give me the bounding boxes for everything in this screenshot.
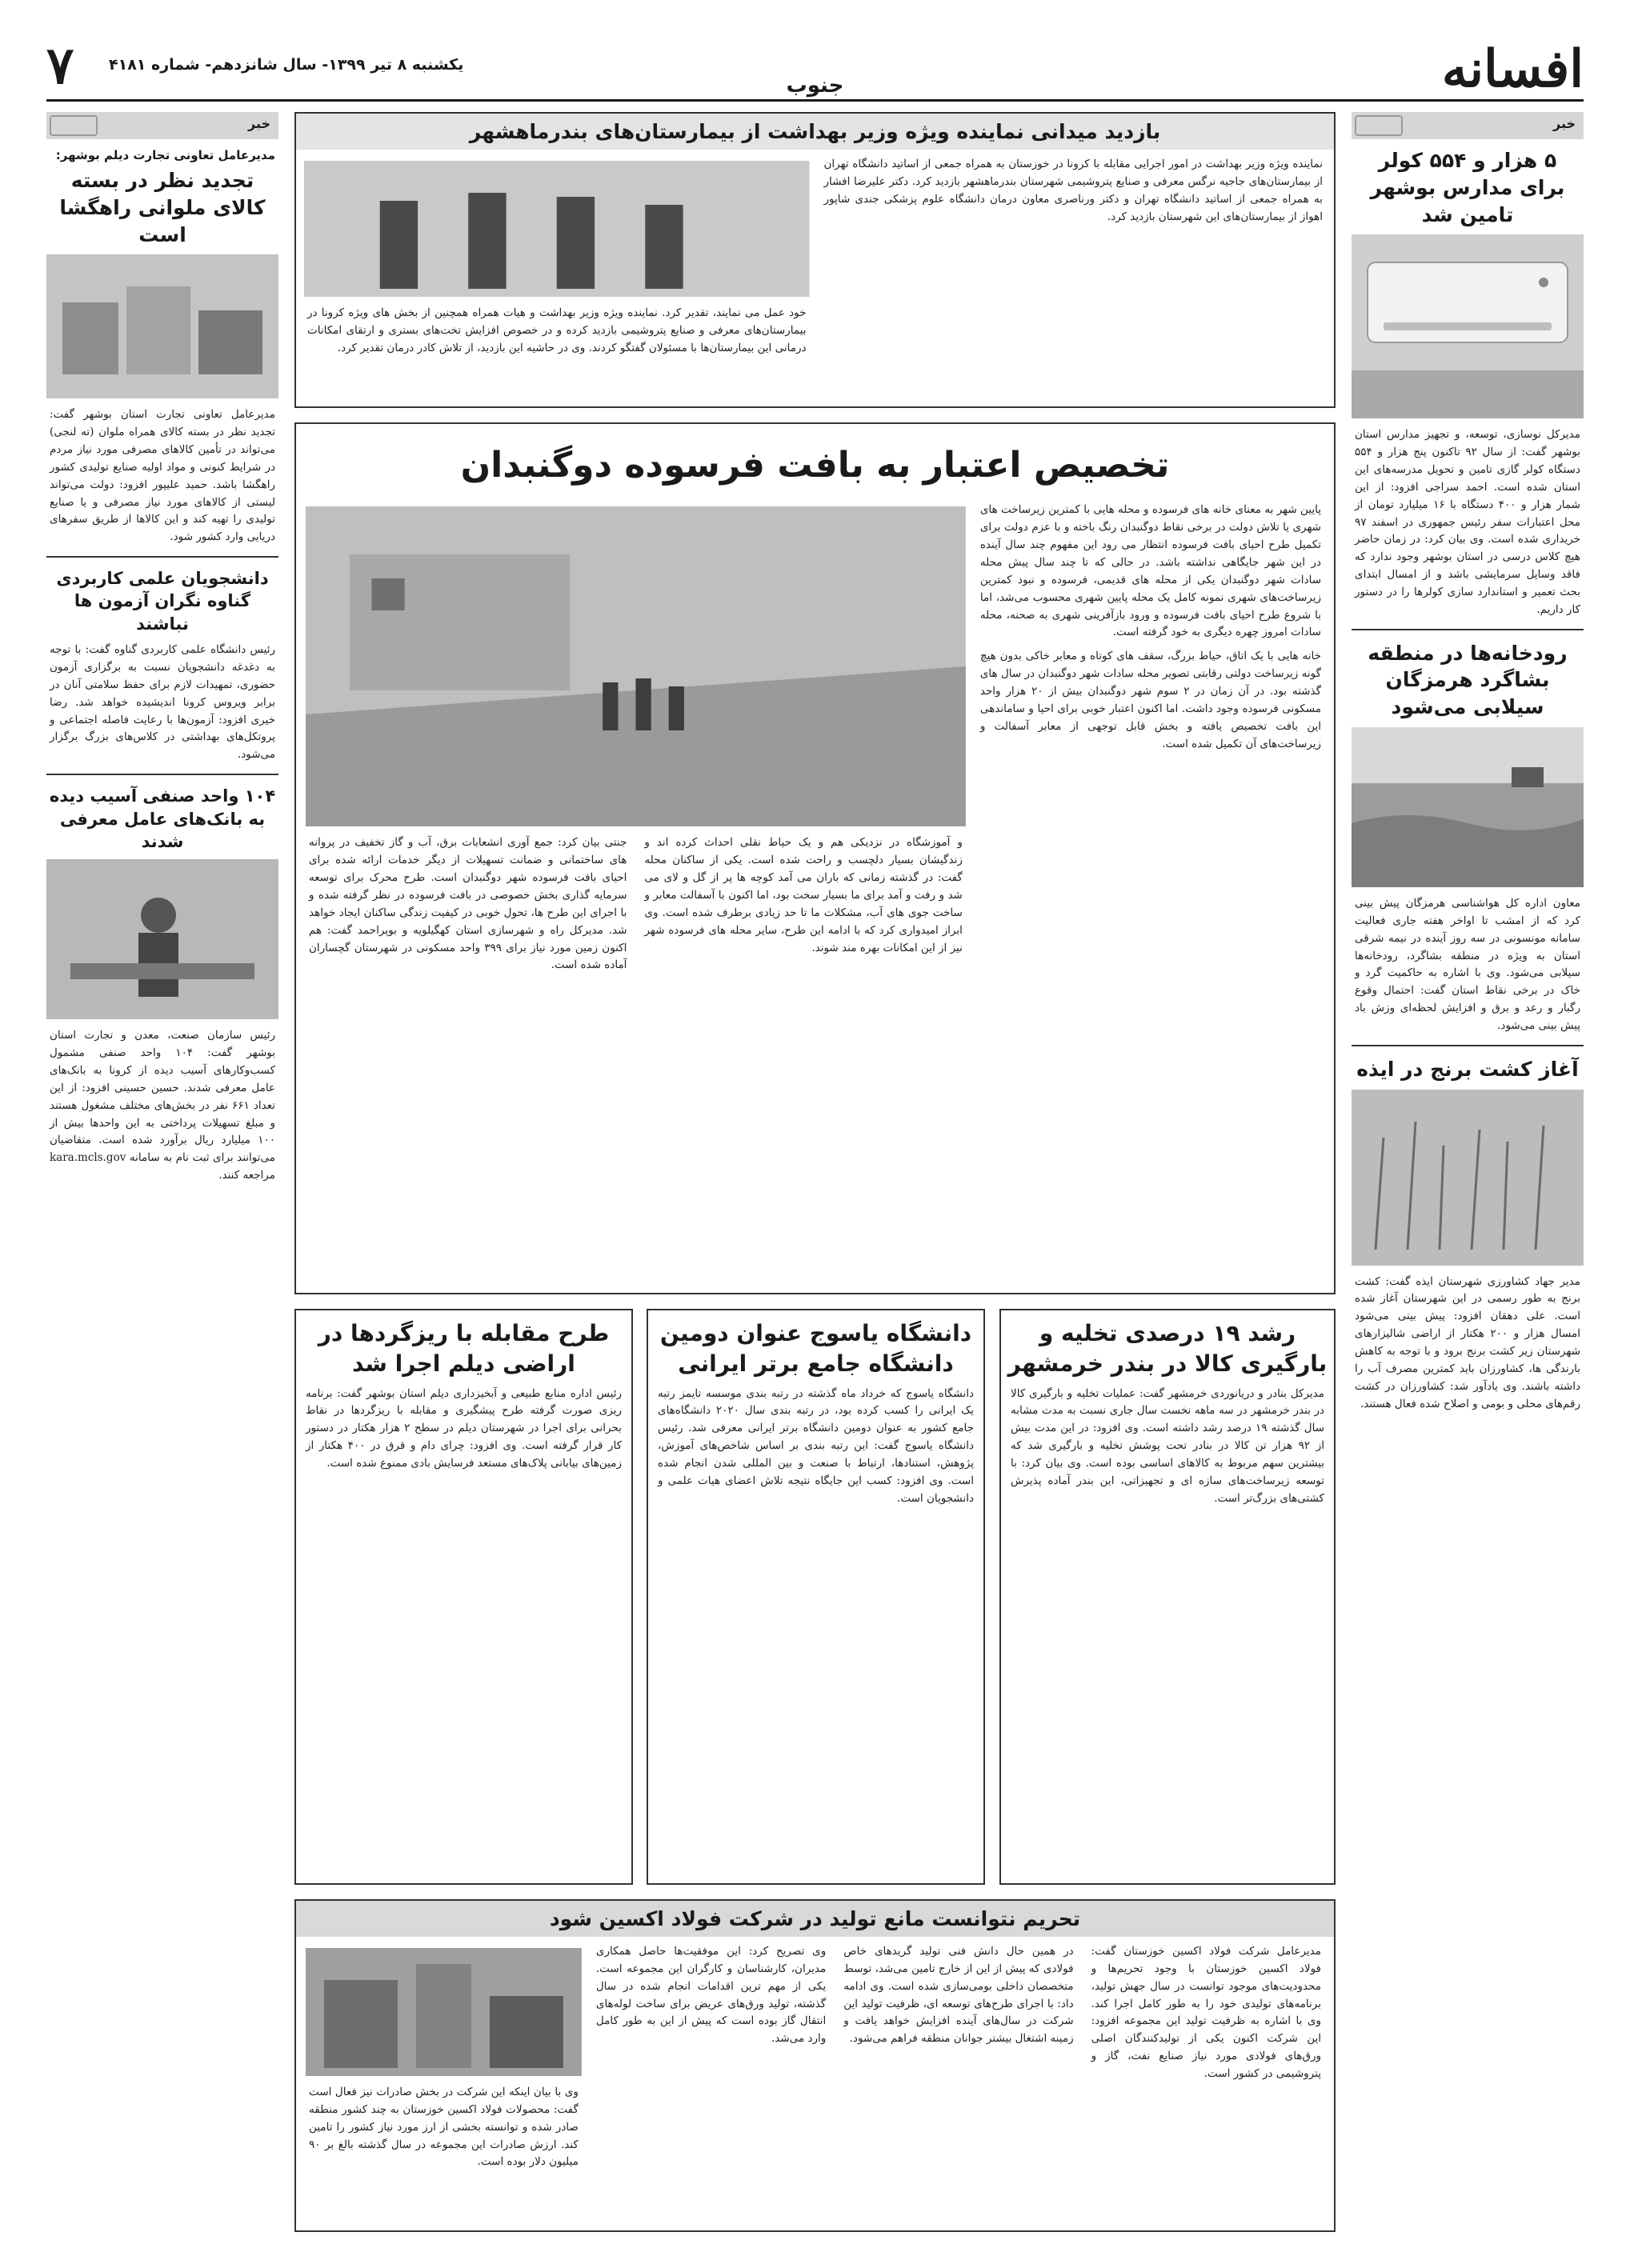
article-body: وی تصریح کرد: این موفقیت‌ها حاصل همکاری مدیران، کارشناسان و کارگران این مجموعه است. یکی از مهم ترین اقدامات انجام شده در سال گذشته، تولید ورق‌های عریض برای ساخت لوله‌های انتقال گاز بوده است که پیش از این به طور کامل وارد می‌شد.	[595, 1945, 827, 2046]
article-title: رشد ۱۹ درصدی تخلیه و بارگیری کالا در بندر خرمشهر	[1007, 1320, 1328, 1377]
article-title: تحریم نتوانست مانع تولید در شرکت فولاد اکسین شود	[296, 1901, 1334, 1937]
article-title: طرح مقابله با ریزگردها در اراضی دیلم اجرا شد	[318, 1320, 610, 1377]
ornament-icon	[50, 115, 98, 136]
article-kicker: مدیرعامل تعاونی تجارت دیلم بوشهر:	[55, 148, 275, 162]
hospital-visit-photo	[304, 161, 810, 297]
rice-field-photo	[1352, 1090, 1584, 1266]
page-number: ۷	[46, 36, 74, 96]
main-article	[294, 422, 1336, 1294]
article-title: بازدید میدانی نماینده ویژه وزیر بهداشت از بیمارستان‌های بندرماهشهر	[296, 114, 1334, 150]
workshop-photo	[46, 859, 278, 1019]
bottom-article-content	[296, 1937, 1334, 2184]
news-label-bar	[46, 112, 278, 139]
article-title: ۵ هزار و ۵۵۴ کولر برای مدارس بوشهر تامین شد	[1370, 149, 1565, 226]
article-body: در همین حال دانش فنی تولید گریدهای خاص فولادی که پیش از این از خارج تامین می‌شد، توسط متخصصان داخلی بومی‌سازی شده است. وی ادامه داد: با اجرای طرح‌های توسعه ای، ظرفیت تولید این شرکت در سال‌های آینده افزایش خواهد یافت و زمینه اشتغال بیشتر جوانان منطقه فراهم می‌شود.	[843, 1945, 1074, 2046]
article-body: دانشگاه یاسوج که خرداد ماه گذشته در رتبه بندی موسسه تایمز رتبه یک ایرانی را کسب کرده بود، در رتبه بندی سال ۲۰۲۰ دانشگاه‌های جامع کشور به عنوان دومین دانشگاه برتر ایرانی معرفی شد. رئیس دانشگاه یاسوج گفت: این رتبه بندی بر اساس شاخص‌های آموزش، پژوهش، استنادها، ارتباط با صنعت و بین المللی شدن انجام شده است. وی افزود: کسب این جایگاه نتیجه تلاش اعضای هیات علمی و دانشجویان است.	[658, 1386, 974, 1505]
divider	[1352, 1045, 1584, 1046]
divider	[1352, 629, 1584, 630]
right-column	[1352, 112, 1584, 2232]
section-name: جنوب	[786, 74, 844, 98]
newspaper-logo: افسانه	[1441, 39, 1584, 99]
article-title: ۱۰۴ واحد صنفی آسیب دیده به بانک‌های عامل معرفی شدند	[49, 786, 276, 851]
masthead	[46, 36, 1584, 99]
bottom-article	[294, 1899, 1336, 2232]
main-headline: تخصیص اعتبار به بافت فرسوده دوگنبدان	[460, 445, 1170, 486]
article-body: مدیرکل نوسازی، توسعه، و تجهیز مدارس استان بوشهر گفت: از سال ۹۲ تاکنون پنج هزار و ۵۵۴ دستگاه کولر گازی تامین و تحویل مدرسه‌های این استان شده است. احمد سراجی افزود: از این شمار هزار و ۴۰۰ دستگاه با ۱۶ میلیارد تومان از محل اعتبارات سفر رئیس جمهوری در اسفند ۹۷ خریداری شده است. وی بیان کرد: در زمان حاضر هیچ کلاس درسی در استان بوشهر وجود ندارد که فاقد وسایل سرمایشی باشد و از امسال ابتدای بحث تعمیر و استاندارد سازی کولرها را در دستور کار داریم.	[1355, 428, 1580, 616]
ornament-icon	[1355, 115, 1403, 136]
article-body: مدیر جهاد کشاورزی شهرستان ایذه گفت: کشت برنج به طور رسمی در این شهرستان آغاز شده است. علی دهقان افزود: پیش بینی می‌شود امسال هزار و ۲۰۰ هکتار از اراضی شالیزارهای شهرستان زیر کشت برنج برود و با توجه به کاهش بارندگی ها، کشاورزان باید کمترین مصرف آب را داشته باشند. وی یادآور شد: کشاورزان در کشت رقم‌های محلی و بومی و اصلاح شده فعال هستند.	[1355, 1274, 1580, 1410]
article-body: خود عمل می نمایند، تقدیر کرد. نماینده ویژه وزیر بهداشت و هیات همراه همچنین از بخش های ویژه کرونا در بیمارستان‌های معرفی و صنایع پتروشیمی بازدید کرده و در خصوص افزایش تخت‌های بستری و ارتقای امکانات درمانی این بیمارستان‌ها با مسئولان گفتگو کردند. وی در حاشیه این بازدید، از تلاش کادر درمان تقدیر کرد.	[307, 306, 807, 354]
air-conditioner-photo	[1352, 234, 1584, 418]
article-title: دانشجویان علمی کاربردی گناوه نگران آزمون ها نباشند	[56, 569, 269, 634]
article-body: رئیس اداره منابع طبیعی و آبخیزداری دیلم استان بوشهر گفت: برنامه ریزی صورت گرفته طرح پیشگیری و مقابله با ریزگردها در نقاط بحرانی برای اجرا در شهرستان دیلم در سطح ۲ هزار هکتار در دستور کار قرار گرفته است. وی افزود: چرای دام و قرق در ۴۰۰ هکتار از زمین‌های بیابانی پلاک‌های مستعد فرسایش بادی ممنوع شده است.	[306, 1386, 622, 1470]
article-yasuj-university	[647, 1309, 985, 1885]
news-label-bar	[1352, 112, 1584, 139]
article-body: معاون اداره کل هواشناسی هرمزگان پیش بینی کرد که از امشب تا اواخر هفته جاری فعالیت سامانه مونسونی در سه روز آینده در نیمه شرقی استان به ویژه در منطقه بشاگرد، رودخانه‌ها سیلابی می‌شود. وی با اشاره به حاکمیت گرد و خاک در برخی نقاط استان گفت: احتمال وقوع رگبار و رعد و برق و افزایش لحظه‌ای وزش باد پیش بینی می‌شود.	[1355, 896, 1580, 1032]
article-body: وی با بیان اینکه این شرکت در بخش صادرات نیز فعال است گفت: محصولات فولاد اکسین خوزستان به چند کشور منطقه صادر شده و توانسته بخشی از ارز مورد نیاز کشور را تامین کند. ارزش صادرات این مجموعه در سال گذشته بالغ بر ۹۰ میلیون دلار بوده است.	[309, 2086, 579, 2169]
article-body: خانه هایی با یک اتاق، حیاط بزرگ، سقف های کوتاه و معابر خاکی بدون هیچ گونه زیرساخت دولتی رقابتی تصویر محله سادات شهر دوگنبدان در سال های گذشته بود. در آن زمان در ۲ سوم شهر دوگنبدان بیش از ۲۰ هزار واحد مسکونی فرسوده وجود داشت. اما اکنون اعتبار خوبی برای احیا و ساماندهی این بافت تخصیص یافته و بخش قابل توجهی از معابر آسفالت و زیرساخت‌های آن تکمیل شده است.	[979, 650, 1321, 750]
article-university-ganaveh	[46, 567, 278, 764]
article-body: جنتی بیان کرد: جمع آوری انشعابات برق، آب و گاز تخفیف در پروانه های ساختمانی و ضمانت تسهیلات از دیگر خدمات ارائه شده برای احیای بافت فرسوده شهر دوگنبدان است. طرح محرک برای توسعه سرمایه گذاری بخش خصوصی در بافت فرسوده در نظر گرفته شده و با اجرای این طرح ها، تحول خوبی در کیفیت زندگی ساکنان ایجاد خواهد شد. مدیرکل راه و شهرسازی استان کهگیلویه و بویراحمد گفت: هم اکنون زمین مورد نیاز برای ۳۹۹ واحد مسکونی در شهرستان گچساران آماده شده است.	[308, 836, 627, 972]
news-label: خبر	[1552, 116, 1576, 131]
steel-factory-photo	[306, 1948, 582, 2076]
divider	[46, 774, 278, 775]
warehouse-photo	[46, 254, 278, 398]
article-rice	[1352, 1056, 1584, 1414]
article-body: پایین شهر به معنای خانه های فرسوده و محله هایی با کمترین زیرساخت های شهری یا تلاش دولت در برخی نقاط دوگنبدان رنگ باخته و با عزم دولت برای تکمیل طرح احیای بافت فرسوده انتظار می رود این مفهوم چند سال آینده در این شهر جایگاهی نداشته باشد. در حالی که تا چند سال پیش محله سادات شهر دوگنبدان یکی از محله های قدیمی، فرسوده و نبود کمترین زیرساخت‌های شهری نمونه کامل یک محله پایین شهری محسوب می‌شد، اما با شروع طرح احیای بافت فرسوده و ورود بازآفرینی شهری به صحنه، محله سادات امروز چهره دیگری به خود گرفته است.	[979, 503, 1321, 639]
article-body: مدیرکل بنادر و دریانوردی خرمشهر گفت: عملیات تخلیه و بارگیری کالا در بندر خرمشهر در سه ماهه نخست سال جاری نسبت به مدت مشابه سال گذشته ۱۹ درصد رشد داشته است. وی افزود: در این مدت بیش از ۹۲ هزار تن کالا در بنادر تحت پوشش تخلیه و بارگیری شد که بیشترین سهم مربوط به کالاهای اساسی بوده است. وی بیان کرد: با توسعه زیرساخت‌های سازه ای و تجهیزاتی، این بندر آماده پذیرش کشتی‌های بزرگ‌تر است.	[1011, 1386, 1325, 1505]
article-coolers	[1352, 147, 1584, 619]
article-body: نماینده ویژه وزیر بهداشت در امور اجرایی مقابله با کرونا در خوزستان به همراه جمعی از اساتید دانشگاه تهران از بیمارستان‌های جاجیه نرگس معرفی و صنایع پتروشیمی شهرستان بندرماهشهر بازدید کرد. دکتر علیرضا افشار به همراه جمعی از اساتید دانشگاه تهران و دکتر ورناصری معاون درمان دانشگاه علوم پزشکی جندی شاپور اهواز از بیمارستان‌های این شهرستان بازدید کرد.	[823, 158, 1323, 223]
article-body: مدیرعامل شرکت فولاد اکسین خوزستان گفت: فولاد اکسین خوزستان با وجود تحریم‌ها و محدودیت‌های موجود توانست در سال جهش تولید، برنامه‌های تولیدی خود را به طور کامل اجرا کند. وی با اشاره به ظرفیت تولید این مجموعه افزود: این شرکت اکنون یکی از تولیدکنندگان اصلی ورق‌های فولادی مورد نیاز صنایع نفت، گاز و پتروشیمی در کشور است.	[1091, 1945, 1321, 2081]
flood-photo	[1352, 727, 1584, 887]
article-sailor-goods	[46, 147, 278, 546]
article-body: مدیرعامل تعاونی تجارت استان بوشهر گفت: تجدید نظر در بسته کالای همراه ملوان (ته لنجی) می‌تواند در تأمین کالاهای مصرفی مورد نیاز مردم در شرایط کنونی و مواد اولیه صنایع تولیدی کشور راهگشا باشد. حمید علیپور افزود: دولت می‌تواند لیستی از کالاهای مورد نیاز مصرفی و یا صنایع تولیدی را تهیه کند و این کالاها از طریق سفرهای دریایی وارد کشور شود.	[50, 408, 275, 544]
article-body: رئیس سازمان صنعت، معدن و تجارت استان بوشهر گفت: ۱۰۴ واحد صنفی مشمول کسب‌وکارهای آسیب دیده از کرونا به بانک‌های عامل معرفی شدند. حسین حسینی افزود: از این تعداد ۶۶۱ نفر در بخش‌های مختلف مشغول هستند و مبلغ تسهیلات پرداختی به این واحدها بیش از ۱۰۰ میلیارد ریال برآورد شده است. متقاضیان می‌توانند برای ثبت نام به سامانه kara.mcls.gov مراجعه کنند.	[50, 1029, 275, 1182]
article-businesses	[46, 785, 278, 1185]
article-title: رودخانه‌ها در منطقه بشاگرد هرمزگان سیلابی می‌شود	[1368, 641, 1568, 719]
article-port	[999, 1309, 1336, 1885]
left-column	[46, 112, 278, 2232]
article-body: و آموزشگاه در نزدیکی هم و یک حیاط نقلی احداث کرده اند و زندگیشان بسیار دلچسب و راحت شده است. یکی از ساکنان محله گفت: در گذشته زمانی که باران می آمد کوچه ها پر از گل و لای می شد و رفت و آمد برای ما بسیار سخت بود، اما اکنون با آسفالت معابر و ساخت جوی های آب، مشکلات ما تا حد زیادی برطرف شده است. وی ابراز امیدواری کرد که با ادامه این طرح، سایر محله های فرسوده شهر نیز از این امکانات بهره مند شوند.	[644, 836, 963, 954]
issue-info: یکشنبه ۸ تیر ۱۳۹۹- سال شانزدهم- شماره ۴۱۸۱	[109, 56, 464, 74]
article-body: رئیس دانشگاه علمی کاربردی گناوه گفت: با توجه به دغدغه دانشجویان نسبت به برگزاری آزمون حضوری، تمهیدات لازم برای حفظ سلامتی آنان در برابر ویروس کرونا اندیشیده خواهد شد. رضا خیری افزود: آزمون‌ها با رعایت فاصله اجتماعی و پروتکل‌های بهداشتی در کلاس‌های بزرگ برگزار می‌شود.	[50, 643, 275, 762]
main-article-content	[296, 495, 1334, 987]
article-title: تجدید نظر در بسته کالای ملوانی راهگشا است	[59, 169, 266, 246]
article-title: آغاز کشت برنج در ایذه	[1356, 1057, 1579, 1081]
divider	[46, 556, 278, 558]
top-article	[294, 112, 1336, 408]
article-title: دانشگاه یاسوج عنوان دومین دانشگاه جامع برتر ایرانی	[659, 1320, 972, 1377]
article-dust	[294, 1309, 633, 1885]
news-label: خبر	[247, 116, 270, 131]
masthead-rule	[46, 99, 1584, 102]
article-floods	[1352, 640, 1584, 1035]
old-neighborhood-photo	[306, 506, 966, 826]
top-article-content	[296, 150, 1334, 370]
